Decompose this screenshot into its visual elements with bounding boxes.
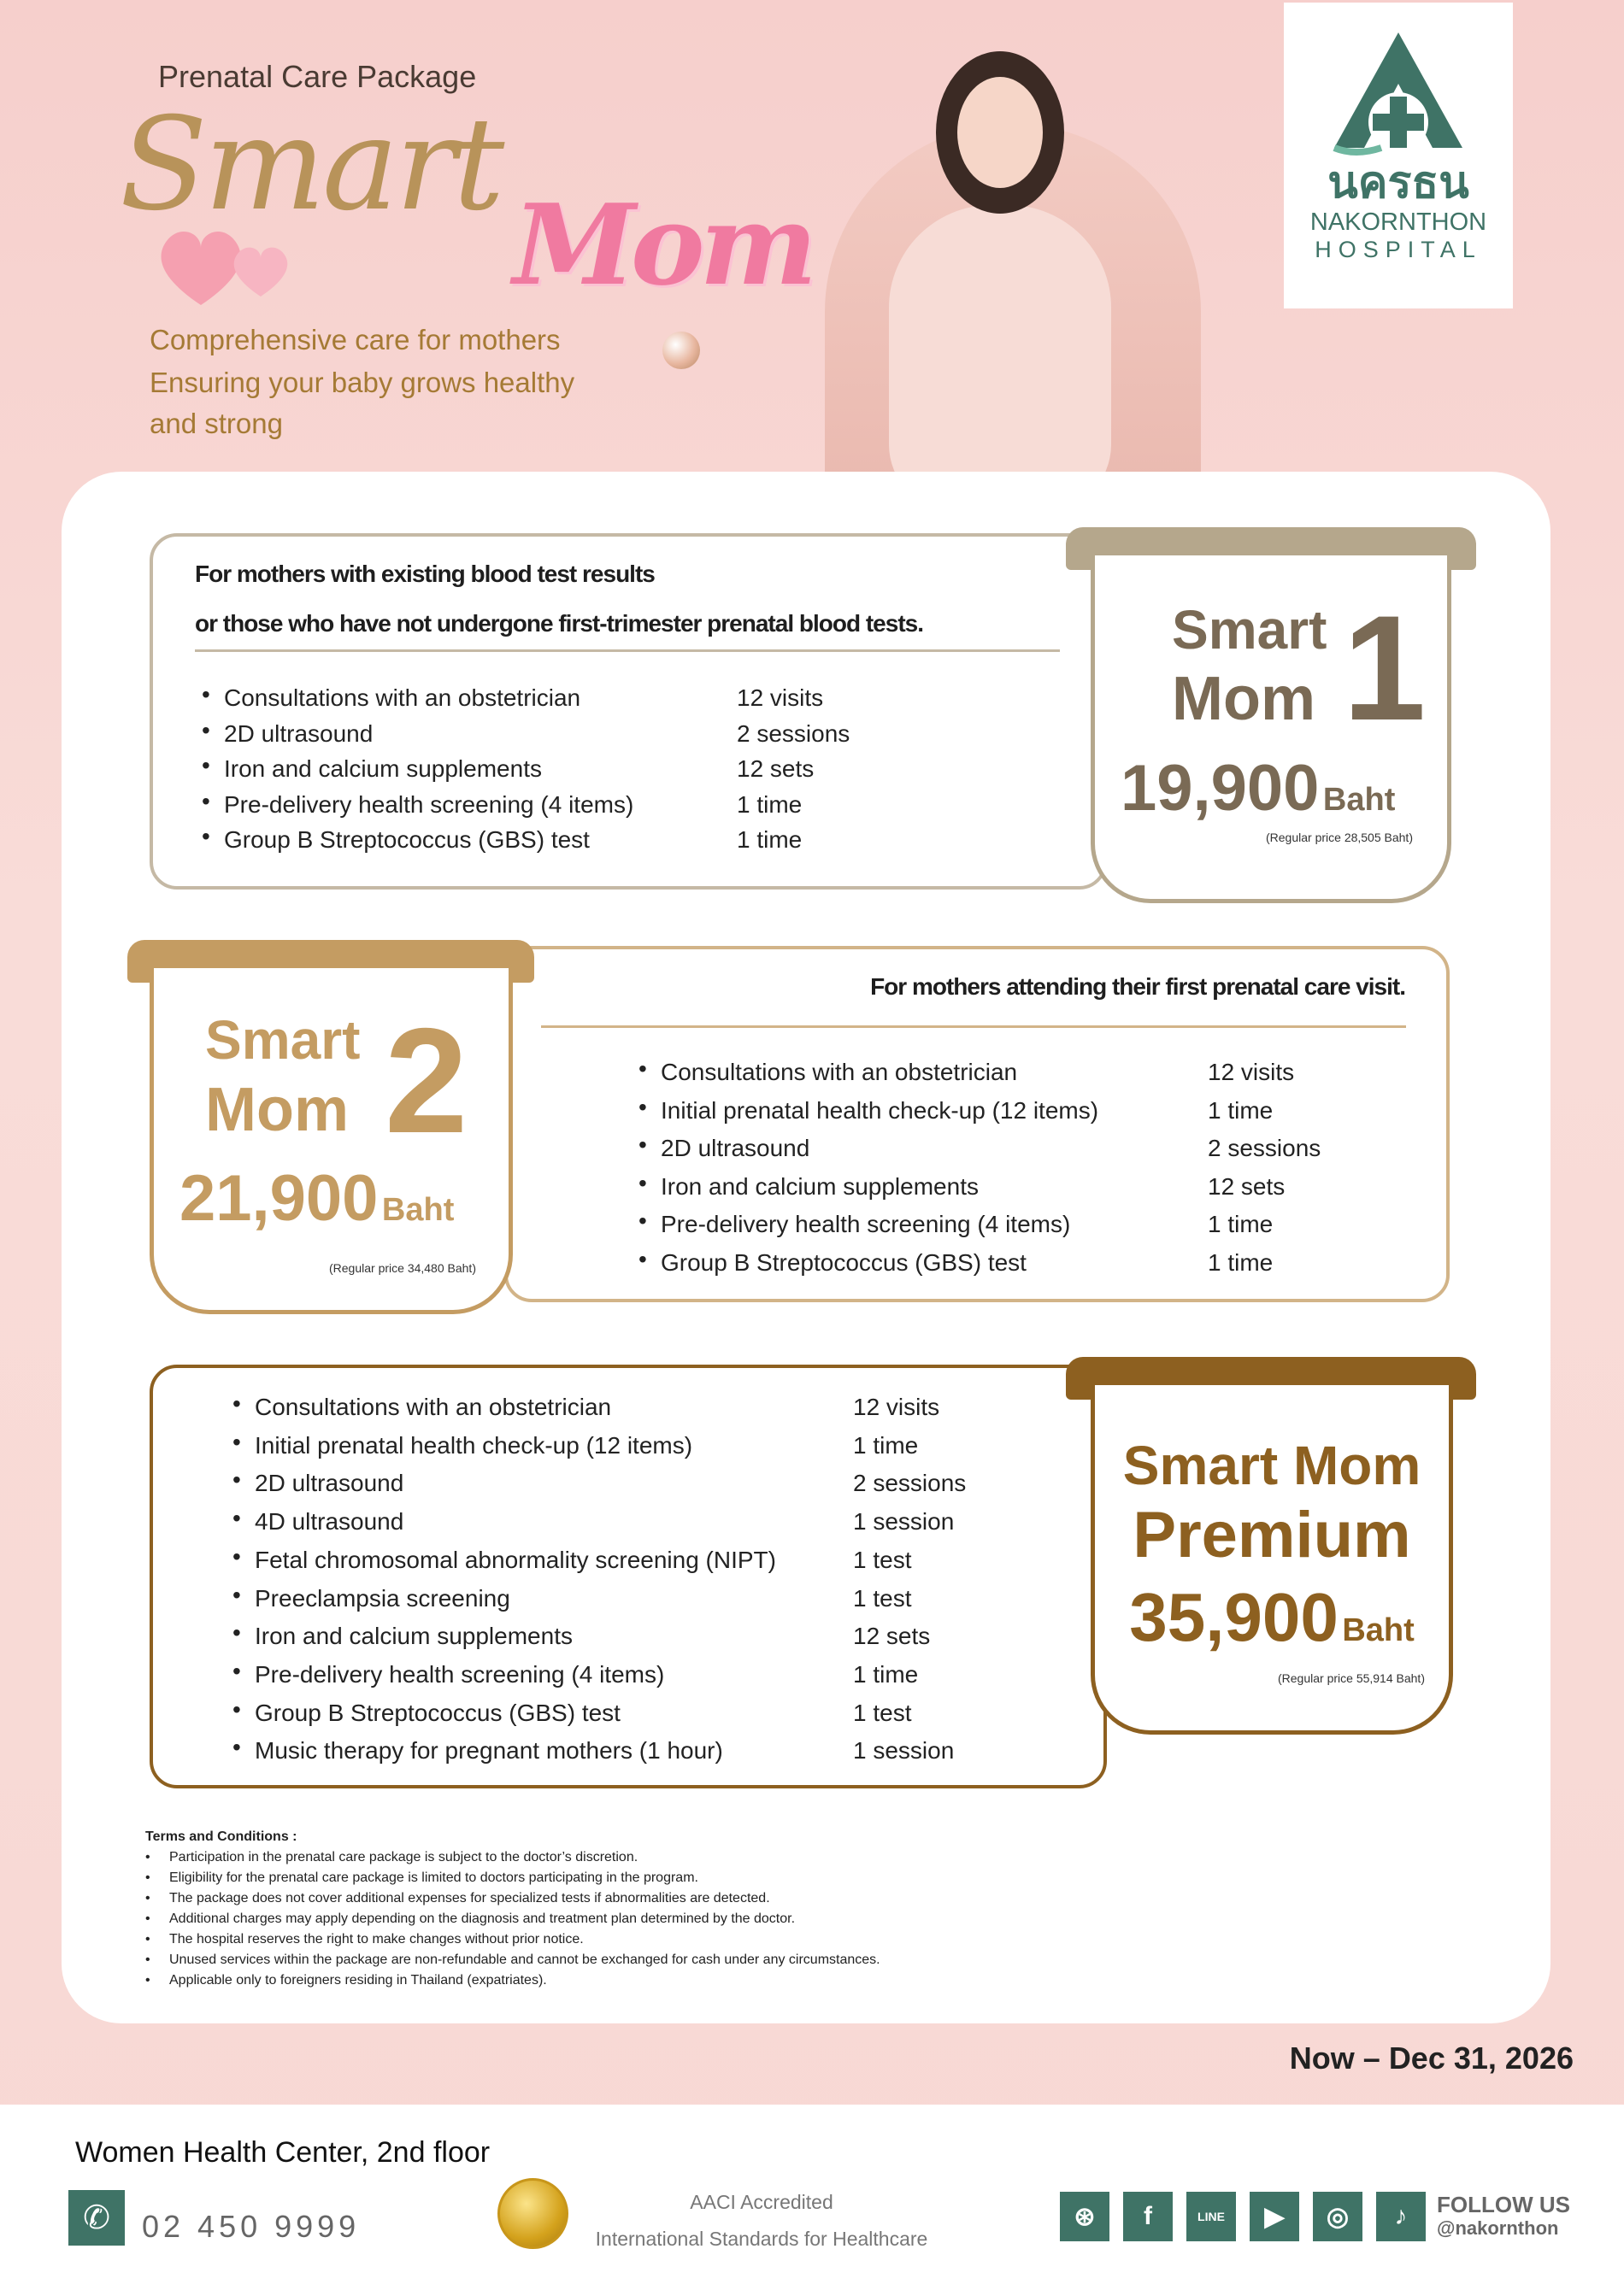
item-value: 1 time xyxy=(853,1431,919,1459)
list-item xyxy=(202,787,803,819)
terms-item: • Participation in the prenatal care package is subject to the doctor’s discretion. xyxy=(145,1847,880,1868)
item-label: Group B Streptococcus (GBS) test xyxy=(255,1699,621,1726)
logo-name: NAKORNTHON xyxy=(1309,208,1487,236)
item-value: 12 sets xyxy=(1208,1172,1286,1200)
badge-3-name-2: Premium xyxy=(1133,1499,1411,1571)
item-value: 12 sets xyxy=(737,755,815,782)
list-item xyxy=(638,1131,1321,1163)
badge-1-name-1: Smart xyxy=(1172,599,1327,661)
item-value: 1 test xyxy=(853,1584,912,1612)
bullet: • xyxy=(232,1619,241,1647)
bullet: • xyxy=(232,1505,241,1532)
badge-2-name-2: Mom xyxy=(205,1076,349,1144)
title-mom: Mom xyxy=(513,179,813,310)
accreditation-line-2: International Standards for Healthcare xyxy=(595,2228,928,2250)
logo-cross-icon xyxy=(1330,28,1467,156)
item-value: 2 sessions xyxy=(853,1470,967,1497)
list-item xyxy=(638,1207,1274,1239)
item-label: Iron and calcium supplements xyxy=(661,1172,979,1200)
badge-1-regular: (Regular price 28,505 Baht) xyxy=(1266,831,1413,844)
item-label: Iron and calcium supplements xyxy=(255,1623,573,1650)
item-label: Initial prenatal health check-up (12 items) xyxy=(661,1096,1099,1124)
terms-item: • Additional charges may apply depending on the diagnosis and treatment plan determined by the doctor. xyxy=(145,1909,880,1929)
phone-icon: ✆ xyxy=(68,2190,125,2246)
list-item xyxy=(638,1055,1295,1087)
line-icon[interactable]: LINE xyxy=(1186,2192,1236,2241)
item-label: Consultations with an obstetrician xyxy=(255,1394,612,1420)
badge-2-price: 21,900 xyxy=(179,1162,379,1235)
item-value: 2 sessions xyxy=(737,719,850,747)
item-label: Initial prenatal health check-up (12 items) xyxy=(255,1431,693,1459)
smart-mom-1-badge xyxy=(1091,555,1451,903)
bullet: • xyxy=(202,681,210,708)
divider xyxy=(195,649,1060,652)
title-smart: Smart xyxy=(120,91,502,239)
item-label: Consultations with an obstetrician xyxy=(661,1059,1018,1085)
item-value: 2 sessions xyxy=(1208,1135,1321,1162)
logo-brand: นครธน xyxy=(1327,158,1469,208)
facebook-icon[interactable]: f xyxy=(1123,2192,1173,2241)
badge-3-name-1: Smart Mom xyxy=(1122,1435,1421,1496)
follow-us xyxy=(1437,2193,1570,2240)
badge-1-name-2: Mom xyxy=(1172,665,1315,733)
terms-item: • The hospital reserves the right to make changes without prior notice. xyxy=(145,1929,880,1950)
hospital-logo xyxy=(1284,3,1513,308)
terms-item: • Eligibility for the prenatal care package is limited to doctors participating in the program. xyxy=(145,1868,880,1888)
list-item xyxy=(232,1581,912,1613)
badge-3-regular: (Regular price 55,914 Baht) xyxy=(1278,1671,1425,1685)
terms-item: • Unused services within the package are non-refundable and cannot be exchanged for cash under any circumstances. xyxy=(145,1950,880,1970)
list-item xyxy=(202,823,803,854)
item-value: 1 time xyxy=(853,1660,919,1688)
item-value: 1 time xyxy=(1208,1249,1274,1276)
item-value: 1 test xyxy=(853,1546,912,1573)
item-label: 2D ultrasound xyxy=(224,719,374,747)
list-item xyxy=(232,1734,955,1765)
item-label: 2D ultrasound xyxy=(255,1470,404,1497)
package-label: Prenatal Care Package xyxy=(158,59,477,94)
list-item xyxy=(232,1466,967,1498)
badge-1-number: 1 xyxy=(1343,585,1427,752)
list-item xyxy=(232,1390,940,1422)
item-label: 4D ultrasound xyxy=(255,1508,404,1536)
item-label: Consultations with an obstetrician xyxy=(224,684,581,711)
item-label: Pre-delivery health screening (4 items) xyxy=(661,1211,1071,1238)
item-label: Group B Streptococcus (GBS) test xyxy=(224,826,590,853)
badge-1-currency: Baht xyxy=(1322,782,1396,818)
item-value: 1 time xyxy=(1208,1211,1274,1238)
badge-2-regular: (Regular price 34,480 Baht) xyxy=(329,1261,476,1275)
validity-date: Now – Dec 31, 2026 xyxy=(1289,2041,1574,2076)
bullet: • xyxy=(232,1695,241,1723)
list-item xyxy=(638,1246,1274,1277)
social-handle[interactable]: @nakornthon xyxy=(1437,2217,1559,2239)
bullet: • xyxy=(638,1131,647,1159)
item-label: 2D ultrasound xyxy=(661,1135,810,1162)
bullet: • xyxy=(638,1169,647,1196)
item-label: Fetal chromosomal abnormality screening (NIPT) xyxy=(255,1546,776,1573)
bullet: • xyxy=(202,823,210,849)
tagline-1: Comprehensive care for mothers xyxy=(150,324,561,355)
badge-2-currency: Baht xyxy=(381,1192,455,1228)
woman-face xyxy=(957,77,1043,188)
tiktok-icon[interactable]: ♪ xyxy=(1376,2192,1426,2241)
youtube-icon[interactable]: ▶ xyxy=(1250,2192,1299,2241)
package-1-heading-1: For mothers with existing blood test results xyxy=(195,561,655,587)
list-item xyxy=(638,1169,1286,1201)
item-label: Music therapy for pregnant mothers (1 hour) xyxy=(255,1737,723,1765)
bullet: • xyxy=(638,1055,647,1082)
item-value: 1 time xyxy=(737,790,803,818)
bullet: • xyxy=(638,1246,647,1272)
follow-label: FOLLOW US xyxy=(1437,2192,1570,2217)
location-text: Women Health Center, 2nd floor xyxy=(75,2136,491,2169)
item-label: Preeclampsia screening xyxy=(255,1584,510,1612)
bullet: • xyxy=(202,787,210,814)
item-label: Group B Streptococcus (GBS) test xyxy=(661,1249,1027,1276)
aaci-seal-icon xyxy=(497,2178,568,2249)
list-item xyxy=(638,1093,1274,1125)
item-label: Pre-delivery health screening (4 items) xyxy=(255,1660,665,1688)
badge-1-price: 19,900 xyxy=(1121,752,1320,825)
instagram-icon[interactable]: ◎ xyxy=(1313,2192,1362,2241)
list-item xyxy=(202,716,850,749)
terms-and-conditions xyxy=(145,1827,880,1991)
accreditation-line-1: AACI Accredited xyxy=(690,2191,833,2213)
tagline-2: Ensuring your baby grows healthy xyxy=(150,367,575,398)
pregnant-woman-photo xyxy=(889,205,1111,513)
item-value: 12 visits xyxy=(737,684,824,711)
bullet: • xyxy=(232,1428,241,1455)
pearl-icon xyxy=(662,332,700,369)
dribbble-icon[interactable]: ⊛ xyxy=(1060,2192,1109,2241)
bullet: • xyxy=(232,1390,241,1417)
social-icons xyxy=(1060,2192,1426,2241)
item-value: 1 session xyxy=(853,1737,955,1765)
smart-mom-2-badge xyxy=(150,968,513,1314)
phone-number[interactable]: 02 450 9999 xyxy=(142,2209,361,2244)
terms-item: • Applicable only to foreigners residing in Thailand (expatriates). xyxy=(145,1970,880,1991)
list-item xyxy=(202,681,824,713)
list-item xyxy=(232,1428,919,1460)
logo-sub: HOSPITAL xyxy=(1315,237,1482,262)
badge-3-currency: Baht xyxy=(1342,1612,1415,1648)
list-item xyxy=(232,1542,912,1575)
item-value: 12 visits xyxy=(1208,1059,1295,1085)
bullet: • xyxy=(232,1466,241,1494)
package-1-heading-2: or those who have not undergone first-trimester prenatal blood tests. xyxy=(195,610,924,637)
bullet: • xyxy=(232,1734,241,1761)
tagline-3: and strong xyxy=(150,408,283,439)
item-label: Iron and calcium supplements xyxy=(224,755,542,782)
item-value: 1 session xyxy=(853,1508,955,1536)
item-value: 1 time xyxy=(737,826,803,853)
bullet: • xyxy=(232,1581,241,1608)
divider xyxy=(541,1025,1406,1028)
list-item xyxy=(232,1619,931,1651)
badge-3-price: 35,900 xyxy=(1129,1579,1339,1655)
bullet: • xyxy=(638,1207,647,1235)
list-item xyxy=(232,1695,912,1728)
badge-2-number: 2 xyxy=(385,998,468,1165)
hearts-icon xyxy=(154,224,299,309)
smart-mom-premium-badge xyxy=(1091,1385,1453,1735)
list-item xyxy=(232,1657,919,1689)
item-value: 12 sets xyxy=(853,1623,931,1650)
bullet: • xyxy=(232,1542,241,1570)
bullet: • xyxy=(202,752,210,778)
item-label: Pre-delivery health screening (4 items) xyxy=(224,790,634,818)
item-value: 1 time xyxy=(1208,1096,1274,1124)
item-value: 12 visits xyxy=(853,1394,940,1420)
list-item xyxy=(202,752,815,784)
list-item xyxy=(232,1505,955,1536)
bullet: • xyxy=(232,1657,241,1684)
package-2-heading: For mothers attending their first prenatal care visit. xyxy=(870,973,1405,1000)
badge-2-name-1: Smart xyxy=(205,1009,361,1071)
accreditation-text xyxy=(591,2184,933,2258)
item-value: 1 test xyxy=(853,1699,912,1726)
terms-title: Terms and Conditions : xyxy=(145,1829,297,1844)
terms-item: • The package does not cover additional expenses for specialized tests if abnormalities are detected. xyxy=(145,1888,880,1909)
bullet: • xyxy=(202,716,210,743)
bullet: • xyxy=(638,1093,647,1120)
